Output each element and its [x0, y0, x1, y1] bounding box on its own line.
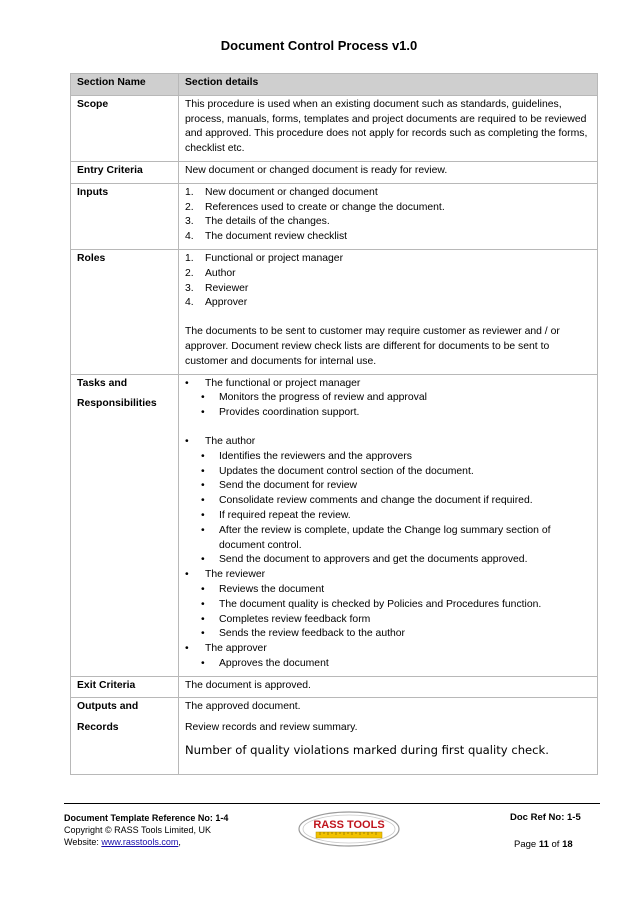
section-details-tasks	[179, 374, 598, 676]
copyright: Copyright © RASS Tools Limited, UK	[64, 825, 212, 835]
process-table	[70, 73, 598, 775]
document-title: Document Control Process v1.0	[220, 38, 418, 53]
footer-left	[64, 812, 228, 848]
template-reference: Document Template Reference No: 1-4	[64, 813, 229, 823]
sub-bullet-item: • Updates the document control section of the document.	[201, 465, 474, 477]
sub-bullet-item: • Send the document to approvers and get the documents approved.	[201, 554, 528, 566]
roles-note: The documents to be sent to customer may require customer as reviewer and / or approver. Document review check lists are different for documents to be sent to customer and documents for internal use.	[185, 326, 560, 367]
sub-bullet-item: • Consolidate review comments and change the document if required.	[201, 495, 533, 507]
inputs-list	[185, 186, 591, 245]
website-link[interactable]: www.rasstools.com	[101, 837, 179, 847]
section-name-roles: Roles	[71, 249, 179, 374]
outputs-line-large: Number of quality violations marked during first quality check.	[185, 743, 549, 758]
sub-bullet-item: • If required repeat the review.	[201, 509, 351, 521]
section-name-entry-criteria: Entry Criteria	[71, 161, 179, 183]
list-item: 3. The details of the changes.	[185, 216, 330, 228]
bullet-item: • The functional or project manager	[185, 377, 361, 389]
section-name-exit-criteria: Exit Criteria	[71, 676, 179, 698]
section-name-tasks: Tasks and Responsibilities	[71, 374, 179, 676]
sub-bullet-item: • Sends the review feedback to the author	[201, 628, 405, 640]
list-item: 1. New document or changed document	[185, 186, 378, 198]
sub-bullet-item: • After the review is complete, update the Change log summary section of document control.	[201, 524, 551, 551]
header-section-details: Section details	[179, 74, 598, 96]
footer-divider	[64, 803, 600, 804]
doc-reference: Doc Ref No: 1-5	[510, 812, 581, 823]
sub-bullet-item: • Identifies the reviewers and the approvers	[201, 450, 412, 462]
footer-right	[510, 812, 581, 824]
sub-bullet-item: • Completes review feedback form	[201, 613, 371, 625]
list-item: 1. Functional or project manager	[185, 252, 344, 264]
sub-bullet-item: • Provides coordination support.	[201, 407, 360, 419]
section-name-outputs: Outputs and Records	[71, 698, 179, 774]
logo-text: RASS TOOLS	[313, 819, 385, 831]
table-row-roles	[71, 249, 598, 374]
sub-bullet-item: • Reviews the document	[201, 583, 325, 595]
roles-list	[185, 252, 591, 311]
section-details-roles	[179, 249, 598, 374]
list-item: 4. Approver	[185, 297, 248, 309]
bullet-item: • The approver	[185, 643, 267, 655]
sub-bullet-item: • The document quality is checked by Policies and Procedures function.	[201, 598, 542, 610]
header-section-name: Section Name	[71, 74, 179, 96]
table-row-tasks	[71, 374, 598, 676]
sub-bullet-item: • Monitors the progress of review and approval	[201, 392, 427, 404]
section-details-entry-criteria: New document or changed document is ready for review.	[179, 161, 598, 183]
section-details-exit-criteria: The document is approved.	[179, 676, 598, 698]
section-details-outputs	[179, 698, 598, 774]
list-item: 3. Reviewer	[185, 282, 249, 294]
website-line: Website: www.rasstools.com,	[64, 837, 181, 847]
section-name-scope: Scope	[71, 95, 179, 161]
table-row-entry-criteria	[71, 161, 598, 183]
list-item: 4. The document review checklist	[185, 231, 348, 243]
sub-bullet-item: • Send the document for review	[201, 480, 358, 492]
table-row-scope	[71, 95, 598, 161]
page-number: Page 11 of 18	[514, 839, 573, 850]
sub-bullet-item: • Approves the document	[201, 657, 329, 669]
table-header-row	[71, 74, 598, 96]
outputs-line: The approved document.	[185, 701, 301, 713]
table-row-exit-criteria	[71, 676, 598, 698]
list-item: 2. Author	[185, 267, 236, 279]
table-row-inputs	[71, 183, 598, 249]
section-details-inputs	[179, 183, 598, 249]
list-item: 2. References used to create or change the document.	[185, 201, 445, 213]
bullet-item: • The reviewer	[185, 569, 266, 581]
table-row-outputs	[71, 698, 598, 774]
bullet-item: • The author	[185, 435, 256, 447]
section-details-scope: This procedure is used when an existing document such as standards, guidelines, process, manuals, forms, templates and project documents are required to be reviewed and approved. This procedure does not apply for records such as completing the forms, checklist etc.	[179, 95, 598, 161]
outputs-line: Review records and review summary.	[185, 722, 358, 734]
rass-tools-logo	[298, 811, 400, 847]
section-name-inputs: Inputs	[71, 183, 179, 249]
